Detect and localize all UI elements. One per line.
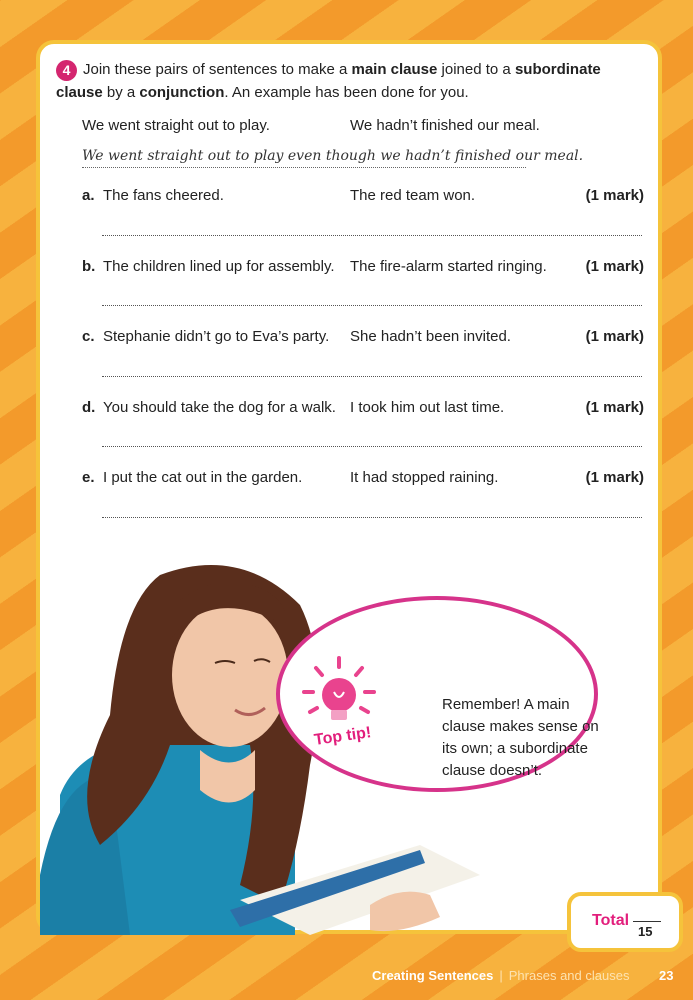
item-mark: (1 mark) <box>585 399 644 416</box>
item-letter: a. <box>82 187 95 204</box>
item-sentence-1: The children lined up for assembly. <box>103 258 335 275</box>
item-mark: (1 mark) <box>585 258 644 275</box>
item-letter: b. <box>82 258 96 275</box>
item-e <box>82 469 644 491</box>
item-mark: (1 mark) <box>585 469 644 486</box>
item-a <box>82 187 644 209</box>
item-c <box>82 328 644 350</box>
item-sentence-2: The red team won. <box>350 187 476 204</box>
question-intro: 4 Join these pairs of sentences to make a main clause joined to a subordinate clause by a conjunction. An example has been done for you. <box>56 61 601 101</box>
item-mark: (1 mark) <box>585 187 644 204</box>
answer-line-c[interactable] <box>102 375 642 377</box>
page-number: 23 <box>659 968 674 983</box>
item-sentence-2: It had stopped raining. <box>350 469 499 486</box>
example-sentence-2: We hadn’t finished our meal. <box>350 117 540 134</box>
answer-line-b[interactable] <box>102 304 642 306</box>
item-mark: (1 mark) <box>585 328 644 345</box>
item-sentence-2: She hadn’t been invited. <box>350 328 511 345</box>
question-number-badge: 4 <box>56 60 77 81</box>
answer-line-a[interactable] <box>102 234 642 236</box>
item-d <box>82 399 644 421</box>
footer <box>372 968 629 983</box>
example-answer: We went straight out to play even though we hadn’t finished our meal. <box>82 148 526 168</box>
footer-separator: | <box>499 968 503 983</box>
footer-subsection: Phrases and clauses <box>508 968 630 983</box>
total-value: 15 <box>638 924 653 939</box>
total-label: Total <box>592 912 630 929</box>
item-sentence-1: The fans cheered. <box>103 187 224 204</box>
answer-line-e[interactable] <box>102 516 642 518</box>
item-sentence-2: I took him out last time. <box>350 399 505 416</box>
item-b <box>82 258 644 280</box>
top-tip-label: Top tip! <box>313 724 373 749</box>
item-letter: e. <box>82 469 95 486</box>
item-letter: c. <box>82 328 95 345</box>
item-sentence-1: Stephanie didn’t go to Eva’s party. <box>103 328 330 345</box>
item-sentence-2: The fire-alarm started ringing. <box>350 258 547 275</box>
footer-section: Creating Sentences <box>372 968 494 983</box>
item-letter: d. <box>82 399 96 416</box>
item-sentence-1: I put the cat out in the garden. <box>103 469 303 486</box>
example-sentence-1: We went straight out to play. <box>82 117 270 134</box>
total-line <box>633 921 661 922</box>
item-sentence-1: You should take the dog for a walk. <box>103 399 336 416</box>
top-tip-text: Remember! A main clause makes sense on its own; a subordinate clause doesn’t. <box>442 696 599 779</box>
answer-line-d[interactable] <box>102 445 642 447</box>
